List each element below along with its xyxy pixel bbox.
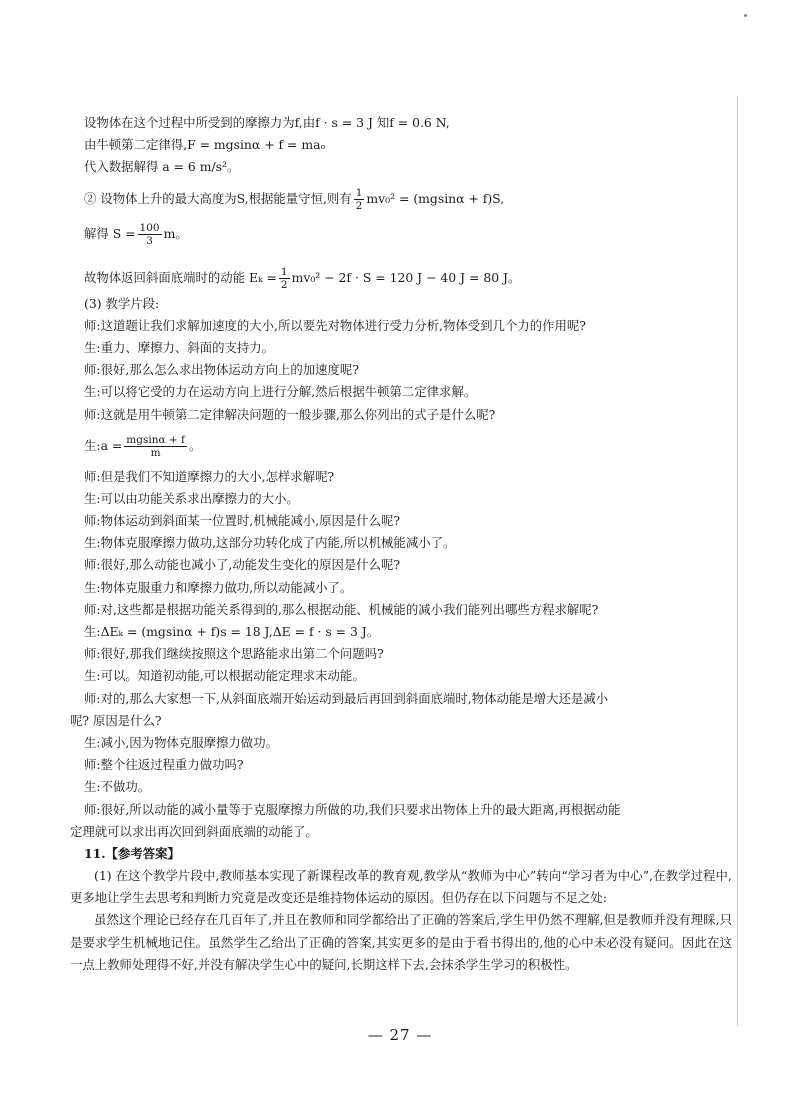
dialogue-line: 生:可以由功能关系求出摩擦力的大小。 <box>84 490 299 506</box>
dialogue-line: 师:对,这些都是根据功能关系得到的,那么根据动能、机械能的减小我们能列出哪些方程求解呢? <box>84 601 599 617</box>
dialogue-line: 生:可以。知道初动能,可以根据动能定理求末动能。 <box>84 668 365 684</box>
answer-heading: 11.【参考答案】 <box>84 845 180 861</box>
dialogue-line: 师:这道题让我们求解加速度的大小,所以要先对物体进行受力分析,物体受到几个力的作用呢? <box>84 317 586 333</box>
answer-paragraph: (1) 在这个教学片段中,教师基本实现了新课程改革的教育观,教学从“教师为中心”转向“学习者为中心”,在教学过程中,更多地让学生去思考和判断力究竟是改变还是维持物体运动的原因。但仍存在以下问题与不足之处: <box>70 868 732 906</box>
text-line: 代入数据解得 a = 6 m/s²。 <box>84 159 240 175</box>
dialogue-equation-line: 生:a = $\frac{mgsin\alpha + f}{m}$ 。 <box>84 433 202 459</box>
text-line: 设物体在这个过程中所受到的摩擦力为f,由f · s = 3 J 知f = 0.6 N, <box>84 115 450 130</box>
dialogue-line: 师:但是我们不知道摩擦力的大小,怎样求解呢? <box>84 468 335 484</box>
dialogue-line: 师:对的,那么大家想一下,从斜面底端开始运动到最后再回到斜面底端时,物体动能是增大还是减小 <box>84 690 609 706</box>
fraction: $\frac{1}{2}$ <box>280 265 288 291</box>
dialogue-line: 生:可以将它受的力在运动方向上进行分解,然后根据牛顿第二定律求解。 <box>84 384 477 400</box>
equation-line: 故物体返回斜面底端时的动能 Eₖ = $\frac{1}{2}$ mv₀² − 2f · S = 120 J − 40 J = 80 J。 <box>84 265 521 291</box>
text-line: 由牛顿第二定律得,F = mgsinα + f = maₒ <box>84 137 326 153</box>
dialogue-line: 生:物体克服重力和摩擦力做功,所以动能减小了。 <box>84 579 353 595</box>
scan-speck <box>744 14 747 17</box>
dialogue-line: 生:重力、摩擦力、斜面的支持力。 <box>84 339 275 355</box>
section-heading: (3) 教学片段: <box>84 295 160 311</box>
dialogue-line: 师:很好,所以动能的减小量等于克服摩擦力所做的功,我们只要求出物体上升的最大距离,再根据动能 <box>84 801 621 817</box>
scan-margin-line <box>737 96 738 1026</box>
dialogue-line: 师:很好,那么怎么求出物体运动方向上的加速度呢? <box>84 362 359 378</box>
fraction: $\frac{100}{3}$ <box>139 221 160 247</box>
dialogue-line: 师:很好,那么动能也减小了,动能发生变化的原因是什么呢? <box>84 557 401 573</box>
page-content <box>70 112 732 976</box>
answer-paragraph: 虽然这个理论已经存在几百年了,并且在教师和同学都给出了正确的答案后,学生甲仍然不理解,但是教师并没有理睬,只是要求学生机械地记住。虽然学生乙给出了正确的答案,其实更多的是由于看书得出的,他的心中未必没有疑问。因此在这一点上教师处理得不好,并没有解决学生心中的疑问,长期这样下去,会抹杀学生学习的积极性。 <box>70 912 732 972</box>
dialogue-line: 师:很好,那我们继续按照这个思路能求出第二个问题吗? <box>84 646 384 662</box>
dialogue-line: 师:整个往返过程重力做功吗? <box>84 757 244 773</box>
fraction: $\frac{1}{2}$ <box>355 186 363 212</box>
dialogue-line: 生:物体克服摩擦力做功,这部分功转化成了内能,所以机械能减小了。 <box>84 535 456 551</box>
dialogue-line: 师:物体运动到斜面某一位置时,机械能减小,原因是什么呢? <box>84 513 401 529</box>
dialogue-line-cont: 定理就可以求出再次回到斜面底端的动能了。 <box>70 823 318 839</box>
dialogue-line: 生:减小,因为物体克服摩擦力做功。 <box>84 734 278 750</box>
page-number: — 27 — <box>367 1026 433 1044</box>
dialogue-line: 生:不做功。 <box>84 779 151 795</box>
dialogue-line-cont: 呢? 原因是什么? <box>70 712 162 728</box>
fraction: $\frac{mgsin\alpha + f}{m}$ <box>126 433 185 459</box>
equation-line: ② 设物体上升的最大高度为S,根据能量守恒,则有 $\frac{1}{2}$ mv₀² = (mgsinα + f)S, <box>84 186 505 212</box>
dialogue-line: 生:ΔEₖ = (mgsinα + f)s = 18 J,ΔE = f · s = 3 J。 <box>84 624 380 639</box>
dialogue-line: 师:这就是用牛顿第二定律解决问题的一般步骤,那么你列出的式子是什么呢? <box>84 406 496 422</box>
equation-line: 解得 S = $\frac{100}{3}$ m。 <box>84 221 188 247</box>
